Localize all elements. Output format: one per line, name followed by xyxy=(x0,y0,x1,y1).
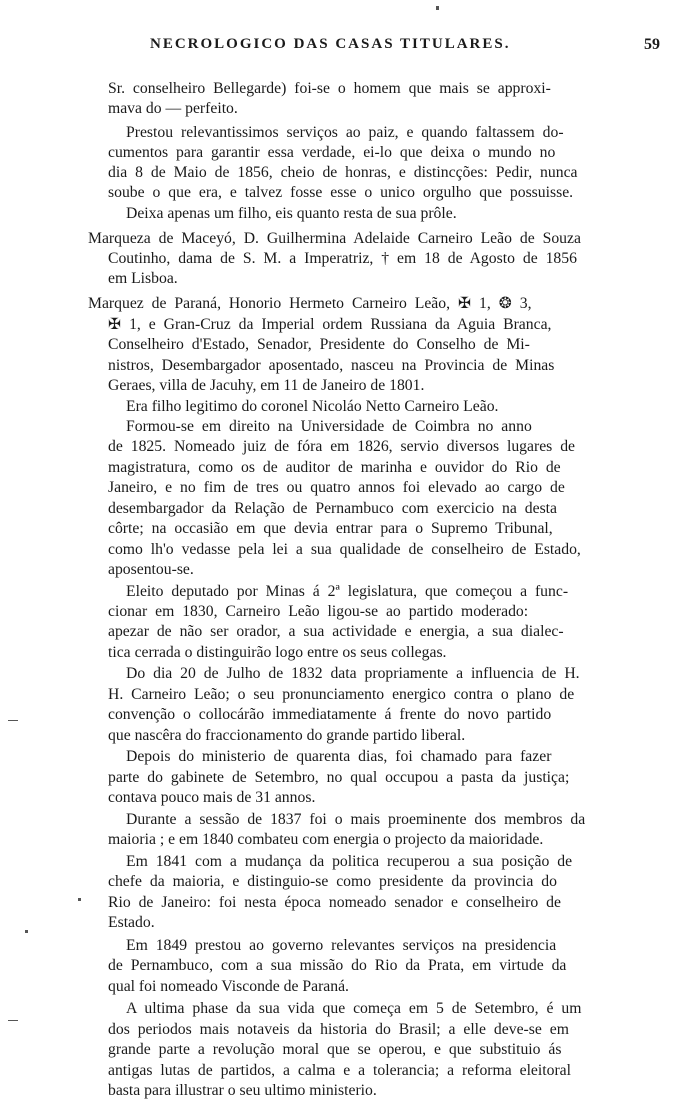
text-line: Sr. conselheiro Bellegarde) foi-se o homem que mais se approxi- xyxy=(108,80,551,97)
text-line: Formou-se em direito na Universidade de Coimbra no anno xyxy=(126,418,532,435)
text-line: Janeiro, e no fim de tres ou quatro annos foi elevado ao cargo de xyxy=(108,479,565,496)
ink-speck xyxy=(436,6,439,10)
text-line: Rio de Janeiro: foi nesta época nomeado senador e conselheiro de xyxy=(108,894,561,911)
text-line: ✠ 1, e Gran-Cruz da Imperial ordem Russiana da Aguia Branca, xyxy=(108,316,552,333)
text-line: Coutinho, dama de S. M. a Imperatriz, † em 18 de Agosto de 1856 xyxy=(108,250,577,267)
text-line: qual foi nomeado Visconde de Paraná. xyxy=(108,978,349,995)
text-line: Em 1849 prestou ao governo relevantes serviços na presidencia xyxy=(126,937,557,954)
text-line: que nascêra do fraccionamento do grande partido liberal. xyxy=(108,727,466,744)
text-line: Prestou relevantissimos serviços ao paiz, e quando faltassem do- xyxy=(126,124,564,141)
text-line: aposentou-se. xyxy=(108,561,194,578)
text-line: basta para illustrar o seu ultimo ministerio. xyxy=(108,1082,377,1099)
text-line: contava pouco mais de 31 annos. xyxy=(108,789,316,806)
text-line: H. Carneiro Leão; o seu pronunciamento energico contra o plano de xyxy=(108,686,575,703)
text-line: Do dia 20 de Julho de 1832 data propriamente a influencia de H. xyxy=(126,665,580,682)
page-number: 59 xyxy=(644,36,660,53)
text-line: magistratura, como os de auditor de marinha e ouvidor do Rio de xyxy=(108,459,561,476)
text-line: em Lisboa. xyxy=(108,270,178,287)
text-line: Eleito deputado por Minas á 2ª legislatura, que começou a func- xyxy=(126,583,569,600)
text-line: cionar em 1830, Carneiro Leão ligou-se ao partido moderado: xyxy=(108,603,529,620)
page-header xyxy=(150,36,660,64)
text-line: convenção o collocárão immediatamente á frente do novo partido xyxy=(108,706,552,723)
text-line: nistros, Desembargador aposentado, nasceu na Provincia de Minas xyxy=(108,357,555,374)
text-line: de Pernambuco, com a sua missão do Rio da Prata, em virtude da xyxy=(108,957,567,974)
text-line: dos periodos mais notaveis da historia do Brasil; a elle deve-se em xyxy=(108,1021,569,1038)
text-line: grande parte a revolução moral que se operou, e que substituio ás xyxy=(108,1041,562,1058)
entry-heading-line: Marquez de Paraná, Honorio Hermeto Carneiro Leão, ✠ 1, ❂ 3, xyxy=(88,295,532,312)
text-line: Depois do ministerio de quarenta dias, foi chamado para fazer xyxy=(126,748,552,765)
text-line: côrte; na occasião em que devia entrar para o Supremo Tribunal, xyxy=(108,520,553,537)
margin-mark xyxy=(8,1020,18,1021)
text-line: Em 1841 com a mudança da politica recuperou a sua posição de xyxy=(126,853,573,870)
entry-heading-line: Marqueza de Maceyó, D. Guilhermina Adelaide Carneiro Leão de Souza xyxy=(88,230,581,247)
margin-mark xyxy=(8,720,18,721)
text-line: A ultima phase da sua vida que começa em 5 de Setembro, é um xyxy=(126,1000,582,1017)
text-line: cumentos para garantir essa verdade, ei-lo que deixa o mundo no xyxy=(108,144,556,161)
text-line: Durante a sessão de 1837 foi o mais proeminente dos membros da xyxy=(126,811,586,828)
text-line: Era filho legitimo do coronel Nicoláo Netto Carneiro Leão. xyxy=(126,398,499,415)
text-line: Geraes, villa de Jacuhy, em 11 de Janeiro de 1801. xyxy=(108,377,425,394)
ink-speck xyxy=(25,930,28,933)
text-line: soube o que era, e talvez fosse esse o unico orgulho que possuisse. xyxy=(108,184,574,201)
text-line: dia 8 de Maio de 1856, cheio de honras, e distincções: Pedir, nunca xyxy=(108,164,578,181)
text-line: antigas lutas de partidos, a calma e a tolerancia; a reforma eleitoral xyxy=(108,1062,572,1079)
text-line: de 1825. Nomeado juiz de fóra em 1826, servio diversos lugares de xyxy=(108,438,576,455)
running-title: NECROLOGICO DAS CASAS TITULARES. xyxy=(150,36,511,52)
ink-speck xyxy=(78,898,81,901)
text-line: maioria ; e em 1840 combateu com energia o projecto da maioridade. xyxy=(108,831,544,848)
text-line: chefe da maioria, e distinguio-se como presidente da provincia do xyxy=(108,873,557,890)
text-line: como lh'o vedasse pela lei a sua qualidade de conselheiro de Estado, xyxy=(108,541,581,558)
text-line: mava do — perfeito. xyxy=(108,100,238,117)
text-line: desembargador da Relação de Pernambuco com exercicio na desta xyxy=(108,500,557,517)
text-line: apezar de não ser orador, a sua actividade e energia, a sua dialec- xyxy=(108,623,564,640)
text-line: parte do gabinete de Setembro, no qual occupou a pasta da justiça; xyxy=(108,769,570,786)
text-line: Estado. xyxy=(108,914,155,931)
text-line: Conselheiro d'Estado, Senador, Presidente do Conselho de Mi- xyxy=(108,336,530,353)
text-line: Deixa apenas um filho, eis quanto resta de sua prôle. xyxy=(126,205,457,222)
text-line: tica cerrada o distinguirão logo entre os seus collegas. xyxy=(108,644,447,661)
